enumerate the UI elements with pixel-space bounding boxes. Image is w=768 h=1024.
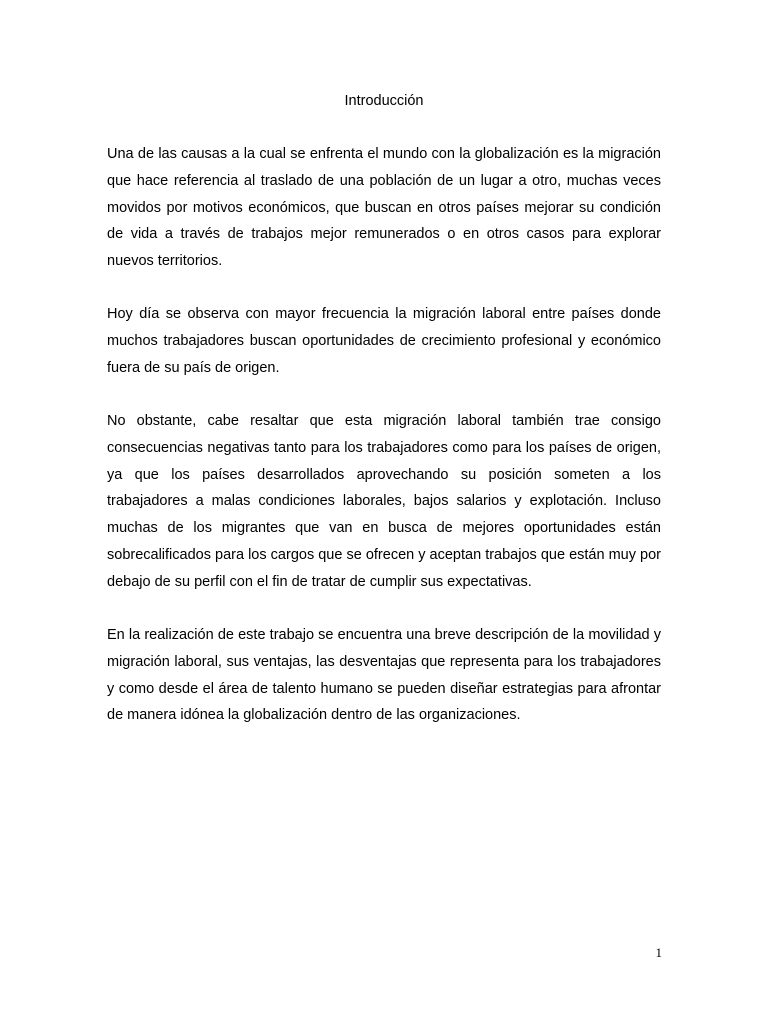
paragraph-1: Una de las causas a la cual se enfrenta el mundo con la globalización es la migración que hace referencia al traslado de una población de un lugar a otro, muchas veces movidos por motivos económicos, que buscan en otros países mejorar su condición de vida a través de trabajos mejor remunerados o en otros casos para explorar nuevos territorios. [107, 146, 661, 270]
paragraph-4: En la realización de este trabajo se encuentra una breve descripción de la movilidad y migración laboral, sus ventajas, las desventajas que representa para los trabajadores y como desde el área de talento humano se pueden diseñar estrategias para afrontar de manera idónea la globalización dentro de las organizaciones. [107, 627, 661, 724]
page-number: 1 [655, 945, 662, 960]
paragraph-2: Hoy día se observa con mayor frecuencia la migración laboral entre países donde muchos trabajadores buscan oportunidades de crecimiento profesional y económico fuera de su país de origen. [107, 306, 661, 376]
page-title: Introducción [344, 93, 424, 109]
paragraph-3: No obstante, cabe resaltar que esta migración laboral también trae consigo consecuencias negativas tanto para los trabajadores como para los países de origen, ya que los países desarrollados aprovechando su posición someten a los trabajadores a malas condiciones laborales, bajos salarios y explotación. Incluso muchas de los migrantes que van en busca de mejores oportunidades están sobrecalificados para los cargos que se ofrecen y aceptan trabajos que están muy por debajo de su perfil con el fin de tratar de cumplir sus expectativas. [107, 413, 661, 590]
